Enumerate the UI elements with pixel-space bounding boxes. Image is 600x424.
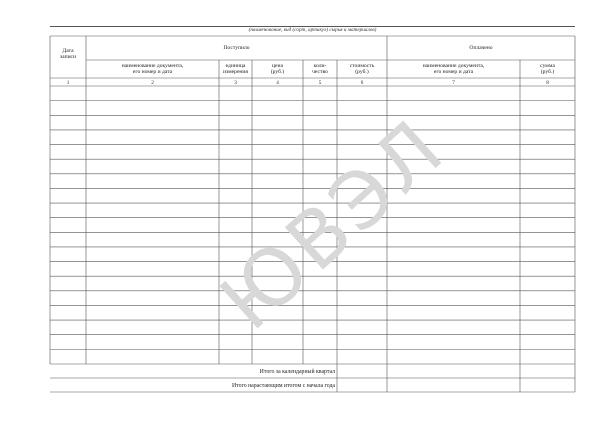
col-num-4: 4 [276, 80, 279, 86]
col-num-6: 6 [360, 80, 364, 86]
header-cost: стоимость (руб.) [349, 63, 375, 76]
col-num-5: 5 [318, 80, 322, 86]
col-num-7: 7 [452, 80, 455, 86]
header-price: цена (руб.) [270, 63, 285, 76]
header-date: Дата записи [59, 48, 77, 61]
watermark: ЮВЭЛ [204, 102, 463, 348]
col-num-1: 1 [66, 80, 70, 86]
cumulative-total-label: Итого нарастающим итогом с начала года [231, 383, 335, 389]
col-num-3: 3 [234, 80, 237, 86]
quarter-total-label: Итого за календарный квартал [259, 369, 335, 375]
material-caption: (наименование, вид (сорт, артикул) сырья и материалов) [248, 27, 377, 33]
col-num-8: 8 [546, 80, 549, 86]
header-paid: Оплачено [469, 45, 493, 51]
header-received: Поступило [223, 45, 250, 51]
header-doc-paid: наименование документа, его номер и дата [422, 63, 485, 76]
header-sum: сумма (руб.) [540, 63, 555, 76]
col-num-2: 2 [151, 80, 154, 86]
header-unit: единица измерения [223, 63, 248, 76]
header-qty: коли- чество [312, 63, 328, 76]
header-doc-received: наименование документа, его номер и дата [121, 63, 184, 76]
